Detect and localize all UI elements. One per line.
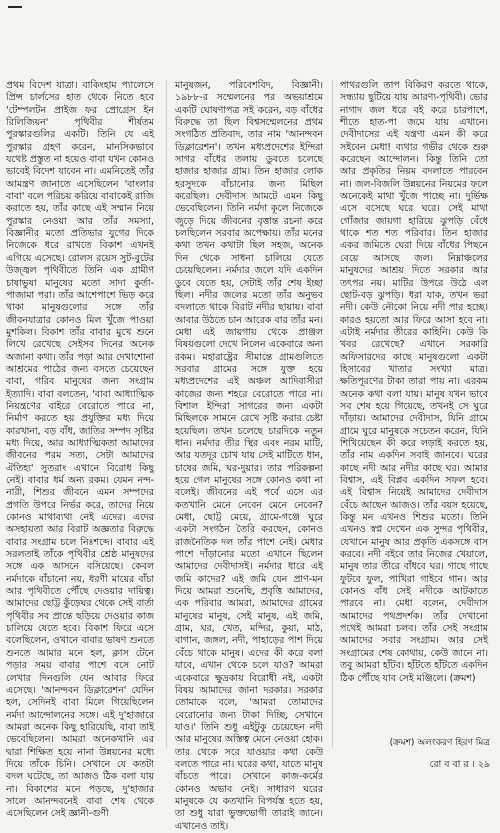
column-1-text: প্রথম বিদেশ যাত্রা। বাকিংহাম প্যালেসে প্রিন্স চার্লসের হাত থেকে নিতে হবে 'টেম্পলটন প্রাইজ ফর প্রোগ্রেস ইন রিলিজিয়ন' পৃথিবীর শীর্ষতম পুরস্কারগুলির একটি। তিনি যে এই পুরস্কার গ্রহণ করেন, মানসিকভাবে যথেষ্ট প্রস্তুত না হয়েও বাবা যখন কোনও ভাবেই বিদেশ যাবেন না। এমনিতেই তাঁর আমন্ত্রণ জানাতে এসেছিলেন 'বাংলার বাবা' বলে পরিচয় করিয়ে বাবাকেই রাজি করাতে হয়, তাঁর কাছে এই সম্মান নিয়ে পুরস্কার নেওয়া আর তাঁর সমস্যা, বিজ্ঞানীর মতো প্রতিভার যুগের দিকে নিজেকে ধরে রাখতে বিকাশ এখনই এগিয়ে এসেছে। রোলস রয়েস সুট-বুটের উজ্জ্বল পৃথিবীতে তিনি এক গ্রামীণ চাষাভুষা মানুষের মতো সাদা কুর্তা-পাজামা পরা। তাঁর আশেপাশে ভিড় করে থাকা মানুষগুলোর সঙ্গে তাঁর জীবনযাত্রার কোনও মিল খুঁজে পাওয়া মুশকিল। বিকাশ তাঁর বাবার মুখে শুনে লিখে রেখেছে সেইসব দিনের অনেক অজানা কথা। তাঁর পড়া আর দেখাশোনা আশ্রমের পাঠের জন্য বসতে চেয়েছেন বাবা, গরিব মানুষের জন্য সংগ্রাম ইত্যাদি। বাবা বলতেন, 'বাবা আধ্যাত্মিক নিয়ন্ত্রণের বাইরে বেরোতে পারে না, নির্মাণ করতে হয় প্রযুক্তির মধ্য দিয়ে কারখানা, বড় বাঁধ, জাতির সম্পদ সৃষ্টির মধ্য দিয়ে, আর আধ্যাত্মিকতা আমাদের জীবনের পরম সত্য, সেটা আমাদের ঐতিহ্য' সুতরাং এখানে বিরোধ কিছু নেই। বাবার ধর্ম অন্য রকম। যেমন নন্দ-নারী, শিশুর জীবনে এমন সম্পদের প্রগতি উপরে নির্ভর করে, তাদের নিয়ে কোনও মাথাব্যথা নেই এদের। এদের অসহায়তা আর বিরাট অজ্ঞতার বিরুদ্ধে বাবার সংগ্রাম চলে নিঃশব্দে। বাবার এই সরলতাই তাঁকে পৃথিবীর শ্রেষ্ঠ মানুষদের সঙ্গে এক আসনে বসিয়েছে। কেবল নর্মদাকে বাঁচানো নয়, ধরণী মায়ের বাঁচা আর পৃথিবীতে পৌঁছে দেওয়ার দায়িত্ব। আমাদের ছোট্ট কুঁড়েঘর থেকে সেই বার্তা পৃথিবীর সব প্রান্তে ছড়িয়ে দেওয়ার কাজ চালিয়ে যেতে হবে। বিকাশ ফিরে এসে বলেছিলেন, ওখানে বাবার ভাষণ শুনতে শুনতে আমার মনে হল, ক্লাস টেনে পড়ার সময় বাবার পাশে বসে নোট লেখার দিনগুলি যেন আবার ফিরে এসেছে। 'আনন্দবন ডিক্লারেশন' যেদিন হল, সেদিনই বাবা মিলে গিয়েছিলেন নর্মদা আন্দোলনের সঙ্গে। এই দু'হাজারে আমরা অনেক কিছু হারিয়েছি, বাবা তাই ভেবেছিলেন। আমরা অনেকখানি এর দ্বারা শিক্ষিত হয়ে নানা উন্নয়নের মধ্যে দিয়ে তাঁকে চিনি। সেখানে যে কতটা বদল ঘটেছে, তা আজও ঠিক বলা যায় না। বিকাশের মনে পড়ছে, দু'হাজার সালে আনন্দবনেই বাবা শেষ থেকে এসেছিলেন সেই জ্ঞানী-গুণী (6, 80, 154, 820)
page-footer (0, 757, 500, 773)
article-column-1 (6, 80, 154, 820)
top-rule (8, 6, 22, 8)
article-column-2 (175, 80, 323, 832)
column-divider (332, 80, 333, 748)
article-column-3 (340, 80, 488, 748)
column-2-text: মানুষজন, পরিবেশবিদ, বিজ্ঞানী। ১৯৮৮-র সম্মেলনের পর অভয়াশ্রমে একটি ঘোষণাপত্র সই করেন, বড় বাঁধের বিরুদ্ধে তা ছিল বিশ্বসম্মেলনের প্রথম সংগঠিত প্রতিবাদ, তার নাম 'আনন্দবন ডিক্লারেশন'। তখন মধ্যপ্রদেশের ইন্দিরা সাগর বাঁধের তলায় ডুবতে চলেছে হাজার হাজার গ্রাম। তিন হাজার লোক হরসুদকে বাঁচানোর জন্য মিছিল করেছিল। দেবীদাস আমটে এমন কিছু ভেবেছিলেন। তিনি নর্মদা কূলে নিজেকে জুড়ে দিয়ে জীবনের বৃত্তান্ত রচনা করে চলছিলেন সরবার অপেক্ষায়। তাঁর মনের কথা তখন কথাটা ছিল সহজ, অনেক দিন থেকে সাধনা চালিয়ে যেতে চেয়েছিলেন। নর্মদার জলে যদি একদিন ডুবে যেতে হয়, সেটাই তাঁর শেষ ইচ্ছা ছিল। নদীর জলের মতো তাঁর অনুভব বদলাতে থাকে বিরাট নদীর ছায়ায়। বাবা আবার উঠতে চান আরেক বার তাঁর মন। মেধা এই জায়গায় থেকে প্রাঞ্জল বিষয়গুলো দেখে নিলেন একেবারে অন্য রকম। মহারাষ্ট্রের সীমান্তে গ্রামগুলিতে সরবার গ্রামের সঙ্গে যুক্ত হয়ে মধ্যপ্রদেশের এই অঞ্চল আদিবাসীরা কাজের জন্য শহরে বেরোতে পারে না। বিশাল ইন্দিরা সাগরের জন্য একটা মিছিলকে সামনে রেখে সৃষ্টি করার চেষ্টা হয়েছিল। তখন চলেছে চারদিকে নতুন ধান। নর্মদার তীর স্থির এবং নরম মাটি, আর যতদূর চোখ যায় সেই মাটিতে ধান, চাষের জমি, ঘর-দুয়ার। তার পরিকল্পনা হয়ে গেল মানুষের সঙ্গে কোনও কথা না বলেই। জীবনের এই পর্বে এসে এর কতখানি মেনে নেবেন মেনে নেবেন? মেধা, ছোট্ট মেয়ে, গ্রামে-গঞ্জে ঘুরে একটা সংগঠন তৈরি করছেন, কোনও রাজনৈতিক দল তাঁর পাশে নেই। মেধার পাশে দাঁড়ানোর মতো এখানে ছিলেন আমাদের দেবীদাসই। নর্মদার ধারে এই জমি কাদের? এই জমি যেন প্রাণ-মন দিয়ে আমরা শুনেছি, প্রবৃত্তি আমাদের, এক পরিবার আমরা, আমাদের গ্রামের মানুষের মানুষ, সেই মানুষ, এই জমি, গ্রাম, ঘর, খেত, মন্দির, কুয়া, মাঠ, বাগান, জঙ্গল, নদী, পাহাড়ের পাশ দিয়ে বেঁচে থাকে মানুষ। এদের কী করে বলা যাবে, এখান থেকে চলে যাও? আমরা একেবারে ক্ষুদ্রকায় বিরোধী নই, একটা বিষয় আমাদের জানা দরকার। সরকার তোমাকে বলে, 'আমরা তোমাদের বেরোনোর জন্য টাকা দিচ্ছি, সেখানে যাও।' তিনি শুধু এইটুকু চেয়েছেন নদী আর মানুষের অস্তিত্ব মেনে নেওয়া হোক। তার থেকে সরে যাওয়ার কথা কেউ বলতে পারে না। ঘরের কথা, যাতে মানুষ বাঁচতে পারে। সেখানে কাজ-কর্মের কোনও অভাব নেই। সাধারণ ঘরের মানুষকে যে কতখানি বিপর্যস্ত হতে হয়, তা শুধু যারা ভুক্তভোগী তারাই জানে। এখানেও তাই। (175, 80, 323, 832)
page-footer-text: রো ব বা র । ২৯ (429, 759, 490, 770)
illustration-credit-block (360, 737, 490, 749)
illustration-credit: অলংকরণ হিরণ মিত্র (417, 738, 490, 748)
column-divider (166, 80, 167, 748)
column-3-text: পাথরগুলি তাপ বিকিরণ করতে থাকে, সন্ধ্যায় ছুটিয়ে যায় আরণ্য-পৃথিবী। ভোর নাগাদ জল ধরে বই করে চারপাশে, শীতে হাত-পা জমে যায় এখানে। দেবীদাসের এই যন্ত্রণা এমন কী করে সইবেন মেধা! ব্যথার গভীর থেকে শুরু করেছেন আন্দোলন। কিন্তু তিনি তো আর প্রকৃতির নিয়ম বদলাতে পারবেন না। জল-বিজলি উন্নয়নের নিয়মের ফলে অনেকেই মাথা খুঁজে পাচ্ছে না। দুর্ভিক্ষ এসে বসেছে ঘরে ঘরে। সেই মাথা গোঁজার জায়গা হারিয়ে ঝুপড়ি বেঁধে থাকে শত শত পরিবার। তিন হাজার একর জমিতে ঘেরা দিয়ে বাঁধের পিছনে বেয়ে আসছে জল। নিম্নাঞ্চলের মানুষদের আশ্রয় দিতে সরকার আর তৎপর নয়। মাটির উপরে উঠে এল ছোট-বড় ঝুপড়ি। ধরা যাক, তখন ভরা নদী। কেউ নৌকো নিয়ে নদী পার হচ্ছে। কারও হয়তো আর ফিরে আসা হবে না। এটাই নর্মদার তীরের কাহিনি। কেউ কি খবর রেখেছে? এখানে সরকারি অফিসারদের কাছে মানুষগুলো একটা হিসাবের খাতার সংখ্যা মাত্র। ক্ষতিপূরণের টাকা তারা পায় না। এরকম অনেক কথা বলা যায়। মানুষ যখন ভাবে সব শেষ হয়ে গিয়েছে, তখনই সে ঘুরে দাঁড়ায়। আমাদের দেবীদাস, যিনি গ্রামে গ্রামে ঘুরে মানুষকে সচেতন করেন, যিনি শিখিয়েছেন কী করে লড়াই করতে হয়, তাঁর নাম একদিন সবাই জানবে। ঘরের কাছে নদী আর নদীর কাছে ঘর। আমার বিশ্বাস, এই বিপ্লব একদিন সফল হবে। এই বিশ্বাস নিয়েই আমাদের দেবীদাস বেঁচে আছেন আজও। তাঁর বয়স হয়েছে, কিন্তু মন এখনও শিশুর মতো। তিনি এখনও স্বপ্ন দেখেন এক সুন্দর পৃথিবীর, যেখানে মানুষ আর প্রকৃতি একসঙ্গে বাস করবে। নদী বইবে তার নিজের খেয়ালে, মানুষ তার তীরে বাঁধবে ঘর। গাছে গাছে ফুটবে ফুল, পাখিরা গাইবে গান। আর কোনও বাঁধ সেই নদীকে আটকাতে পারবে না। মেধা বলেন, দেবীদাস আমাদের পথপ্রদর্শক। তাঁর দেখানো পথেই আমরা চলব। তাঁর সেই সংগ্রাম আমাদের সবার সংগ্রাম। আর সেই সংগ্রামের শেষ কোথায়, কেউ জানে না। তবু আমরা হাঁটব। হাঁটতে হাঁটতে একদিন ঠিক পৌঁছে যাব সেই মঞ্জিলে। (ক্রমশ) (340, 80, 488, 684)
continued-mark: (ক্রমশ) (389, 738, 415, 748)
